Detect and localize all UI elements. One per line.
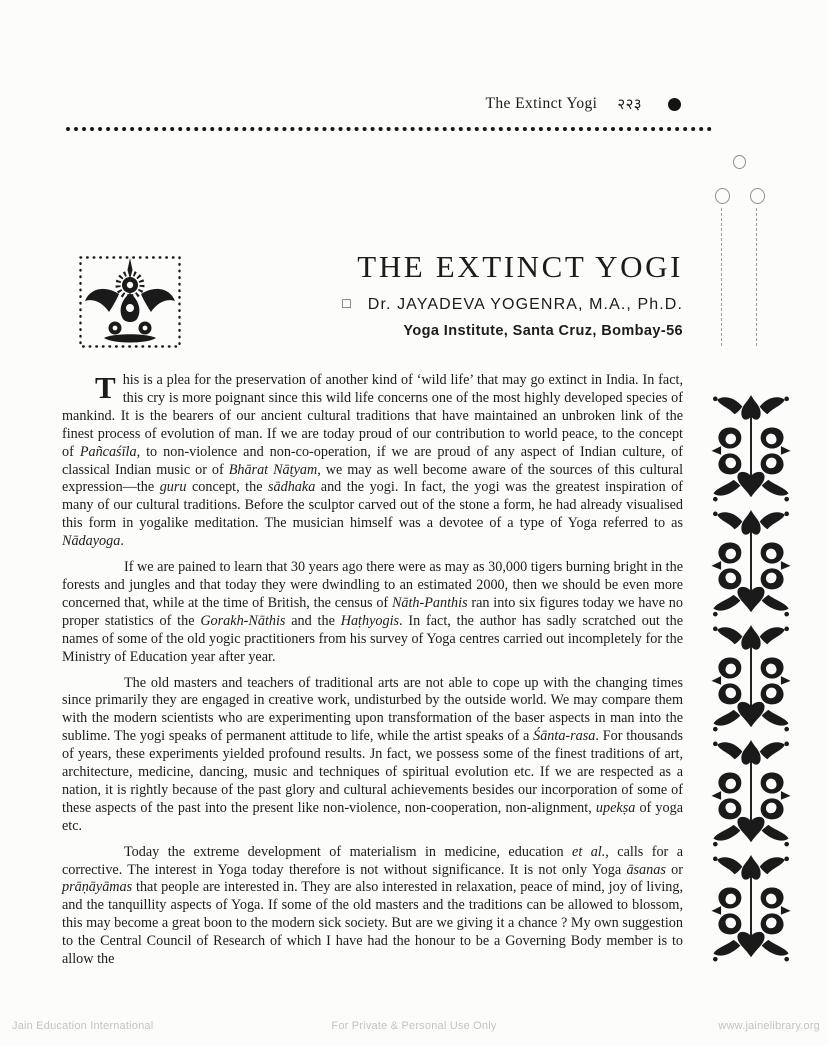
paragraph: The old masters and teachers of traditional arts are not able to cope up with the changing times since primarily they are engaged in creative work, undisturbed by the outside world. We may compare them with the modern scientists who are experimenting upon transformation of the baser aspects in man into the sublime. The yogi speaks of permanent attitude to life, while the artist speaks of a Śānta-rasa. For thousands of years, these experiments yielded profound results. Jn fact, we possess some of the finest traditions of art, architecture, medicine, dancing, music and techniques of spiritual evolution etc. If we are respected as a nation, it is rightly because of the past glory and cultural achievements besides our incorporation of some of these aspects of the past into the present like non-violence, non-cooperation, non-alignment, upekṣa of yoga etc. — [62, 674, 683, 834]
page-number: २२३ — [617, 97, 642, 113]
damask-ornament-icon — [705, 740, 797, 848]
ornament-column — [704, 395, 798, 963]
margin-circle — [750, 188, 765, 204]
decorative-rule — [66, 127, 712, 131]
bullet-marker-icon — [668, 98, 681, 111]
damask-ornament-icon — [705, 625, 797, 733]
paragraph: This is a plea for the preservation of another kind of ‘wild life’ that may go extinct in India. In fact, this cry is more poignant since this wild life concerns one of the most highly developed species of mankind. It is the bearers of our ancient cultural traditions that have maintained an unbroken link of the finest process of evolution of man. If we are today proud of our contribution to world peace, to the concept of Pañcaśīla, to non-violence and non-co-operation, if we are proud of any aspect of Indian culture, of classical Indian music or of Bhārat Nāṭyam, we may as well become aware of the sources of this cultural expression—the guru concept, the sādhaka and the yogi. In fact, the yogi was the greatest inspiration of many of our cultural traditions. Before the sculptor carved out of the stone a form, he had already visualised this form in yogalike meditation. The musician himself was a devotee of a type of Yoga referred to as Nādayoga. — [62, 370, 684, 550]
margin-dashed-line — [721, 208, 722, 346]
square-marker-icon: □ — [342, 295, 352, 311]
paragraph: Today the extreme development of materialism in medicine, education et al., calls for a corrective. The interest in Yoga today therefore is not without significance. It is not only Yoga āsanas or prāṇāyāmas that people are interested in. They are also interested in relaxation, peace of mind, joy of living, and the tanquillity aspects of Yoga. If some of the old masters and the traditions can be allowed to blossom, this may become a great boon to the modern sick society. But are we giving it a chance ? My own suggestion to the Central Council of Research of which I have had the honour to be a Governing Body member is to allow the — [62, 843, 683, 968]
publisher-emblem — [78, 255, 182, 350]
affiliation: Yoga Institute, Santa Cruz, Bombay-56 — [403, 323, 683, 339]
damask-ornament-icon — [705, 855, 797, 963]
author-name: Dr. JAYADEVA YOGENRA, M.A., Ph.D. — [367, 296, 683, 313]
article-body — [62, 372, 683, 977]
margin-circle — [733, 155, 746, 169]
damask-ornament-icon — [705, 510, 797, 618]
margin-circle — [715, 188, 730, 204]
running-title: The Extinct Yogi — [485, 95, 598, 112]
margin-dashed-line — [756, 208, 757, 346]
damask-ornament-icon — [705, 395, 797, 503]
running-head — [486, 94, 682, 114]
drop-cap: T — [95, 370, 116, 405]
footer-left: Jain Education International — [12, 1020, 154, 1032]
footer-center: For Private & Personal Use Only — [331, 1020, 497, 1032]
article-title: THE EXTINCT YOGI — [357, 249, 683, 284]
paragraph: If we are pained to learn that 30 years ago there were as may as 30,000 tigers burning bright in the forests and jungles and that today they were dwindling to an estimated 2000, then we should be even more concerned that, while at the time of British, the census of Nāth-Panthis ran into six figures today we have no proper statistics of the Gorakh-Nāthis and the Haṭhyogis. In fact, the author has sadly scratched out the names of some of the old yogic practitioners from his survey of Yoga centres carried out incompletely for the Ministry of Education year after year. — [62, 559, 683, 665]
footer-right: www.jainelibrary.org — [718, 1020, 820, 1032]
lotus-emblem-icon — [78, 255, 182, 349]
title-block — [342, 249, 683, 339]
byline — [342, 296, 683, 314]
